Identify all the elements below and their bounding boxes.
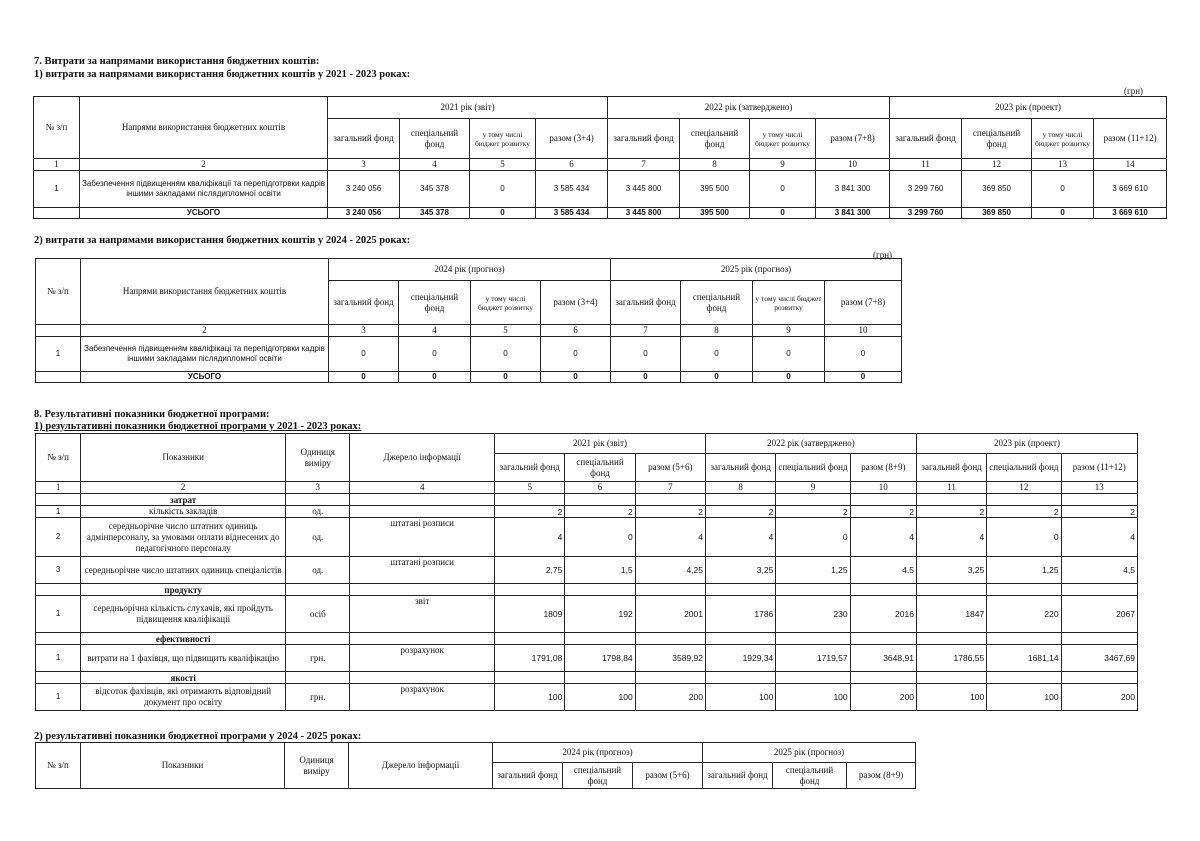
section-7-title: 7. Витрати за напрямами використання бюджетних коштів: — [34, 56, 320, 67]
column-number: 2 — [81, 482, 286, 494]
total-value: 0 — [825, 372, 902, 383]
subheader: загальний фонд — [703, 763, 773, 789]
column-number: 11 — [916, 482, 986, 494]
indicators-table-2021-2023 — [35, 433, 1138, 711]
header-no: № з/п — [36, 743, 81, 789]
cell-value: 0 — [753, 337, 825, 372]
cell-value: 1681,14 — [987, 645, 1061, 672]
total-value: 3 299 760 — [890, 208, 962, 219]
subheader: разом (3+4) — [536, 119, 608, 159]
section-8-2-title: 2) результативні показники бюджетної програми у 2024 - 2025 роках: — [34, 731, 362, 742]
column-numbers-row — [34, 159, 1167, 171]
column-number: 6 — [541, 325, 611, 337]
subheader: спеціальний фонд — [400, 119, 470, 159]
cell-value: 100 — [987, 684, 1061, 711]
year-header: 2022 рік (затверджено) — [608, 97, 890, 119]
subheader: загальний фонд — [329, 281, 399, 325]
source: штатані розписи — [350, 557, 495, 584]
table-row — [36, 518, 1138, 557]
header-directions: Напрями використання бюджетних коштів — [80, 97, 328, 159]
subheader: у тому числі бюджет розвитку — [1032, 119, 1094, 159]
group-title: продукту — [81, 584, 286, 596]
cell-value: 0 — [399, 337, 471, 372]
group-title: затрат — [81, 494, 286, 506]
cell-value: 0 — [565, 518, 635, 557]
cell-value: 3 841 300 — [816, 171, 890, 208]
cell-value: 2 — [776, 506, 850, 518]
cell-value: 3 445 800 — [608, 171, 680, 208]
cell-value: 1791,08 — [495, 645, 565, 672]
cell-value: 2 — [565, 506, 635, 518]
total-value: 0 — [611, 372, 681, 383]
cell-value: 2 — [705, 506, 775, 518]
subheader: разом (11+12) — [1061, 454, 1137, 482]
column-number: 13 — [1032, 159, 1094, 171]
column-number: 14 — [1094, 159, 1167, 171]
cell-value: 2 — [635, 506, 705, 518]
row-name: Забезпечення підвищенням кваліфікації та перепідготрвки кадрів іншими закладами післядипломної освіти — [80, 171, 328, 208]
column-number: 12 — [962, 159, 1032, 171]
column-number: 4 — [400, 159, 470, 171]
year-header: 2024 рік (прогноз) — [329, 259, 611, 281]
row-number: 2 — [36, 518, 81, 557]
unit: грн. — [286, 645, 350, 672]
cell-value: 2 — [850, 506, 916, 518]
cell-value: 0 — [750, 171, 816, 208]
indicator-name: відсоток фахівців, які отримають відповідний документ про освіту — [81, 684, 286, 711]
subheader: загальний фонд — [328, 119, 400, 159]
column-numbers-row — [36, 325, 902, 337]
cell-value: 4 — [916, 518, 986, 557]
cell-value: 1719,57 — [776, 645, 850, 672]
cell-value: 3 585 434 — [536, 171, 608, 208]
group-header-row — [36, 672, 1138, 684]
total-value: 0 — [471, 372, 541, 383]
cell-value: 4,5 — [1061, 557, 1137, 584]
section-7-1-title: 1) витрати за напрямами використання бюджетних коштів у 2021 - 2023 роках: — [34, 69, 411, 80]
indicator-name: витрати на 1 фахівця, що підвищить кваліфікацію — [81, 645, 286, 672]
expenses-table-2024-2025 — [35, 258, 902, 383]
column-number: 10 — [816, 159, 890, 171]
column-number: 10 — [825, 325, 902, 337]
total-value: 345 378 — [400, 208, 470, 219]
total-label: УСЬОГО — [80, 208, 328, 219]
cell-value: 2001 — [635, 596, 705, 633]
year-header: 2021 рік (звіт) — [495, 434, 706, 454]
header-no: № з/п — [36, 259, 81, 325]
column-number: 2 — [80, 159, 328, 171]
table-row — [36, 506, 1138, 518]
cell-value: 4 — [1061, 518, 1137, 557]
column-number: 3 — [329, 325, 399, 337]
expenses-table-2021-2023 — [33, 96, 1167, 219]
indicator-name: середньорічне число штатних одиниць адмінперсоналу, за умовами оплати віднесених до педагогічного персоналу — [81, 518, 286, 557]
currency-unit-label: (грн) — [873, 250, 893, 260]
group-header-row — [36, 584, 1138, 596]
column-number: 7 — [611, 325, 681, 337]
column-number: 5 — [470, 159, 536, 171]
row-number: 1 — [34, 171, 80, 208]
column-number: 9 — [776, 482, 850, 494]
year-header: 2023 рік (проект) — [890, 97, 1167, 119]
cell-value: 4 — [635, 518, 705, 557]
total-value: 0 — [753, 372, 825, 383]
cell-value: 1,25 — [776, 557, 850, 584]
column-number: 3 — [286, 482, 350, 494]
cell-value: 4 — [495, 518, 565, 557]
cell-value: 1786,55 — [916, 645, 986, 672]
total-value: 369 850 — [962, 208, 1032, 219]
subheader: спеціальний фонд — [563, 763, 633, 789]
cell-value: 0 — [1032, 171, 1094, 208]
unit: од. — [286, 518, 350, 557]
year-header: 2023 рік (проект) — [916, 434, 1137, 454]
cell-value: 0 — [611, 337, 681, 372]
header-source: Джерело інформації — [349, 743, 493, 789]
column-number: 10 — [850, 482, 916, 494]
source: звіт — [350, 596, 495, 633]
column-number: 7 — [635, 482, 705, 494]
subheader: разом (3+4) — [541, 281, 611, 325]
cell-value: 3,25 — [916, 557, 986, 584]
total-value: 0 — [681, 372, 753, 383]
indicators-table-2024-2025 — [35, 742, 916, 789]
cell-value: 200 — [1061, 684, 1137, 711]
section-8-1-title: 1) результативні показники бюджетної програми у 2021 - 2023 роках: — [34, 421, 362, 432]
subheader: у тому числі бюджет розвитку — [470, 119, 536, 159]
currency-unit-label: (грн) — [1124, 86, 1144, 96]
subheader: спеціальний фонд — [962, 119, 1032, 159]
cell-value: 1,5 — [565, 557, 635, 584]
cell-value: 0 — [776, 518, 850, 557]
total-value: 3 445 800 — [608, 208, 680, 219]
cell-value: 1,25 — [987, 557, 1061, 584]
year-header: 2024 рік (прогноз) — [493, 743, 703, 763]
column-numbers-row — [36, 482, 1138, 494]
subheader: загальний фонд — [916, 454, 986, 482]
subheader: спеціальний фонд — [565, 454, 635, 482]
cell-value: 2067 — [1061, 596, 1137, 633]
subheader: разом (5+6) — [633, 763, 703, 789]
subheader: загальний фонд — [705, 454, 775, 482]
total-value: 3 240 056 — [328, 208, 400, 219]
unit: од. — [286, 557, 350, 584]
column-number: 7 — [608, 159, 680, 171]
cell-value: 2,75 — [495, 557, 565, 584]
total-value: 0 — [329, 372, 399, 383]
column-number: 8 — [705, 482, 775, 494]
indicator-name: середньорічне число штатних одиниць спеціалістів — [81, 557, 286, 584]
year-header: 2025 рік (прогноз) — [703, 743, 916, 763]
cell-value: 100 — [565, 684, 635, 711]
cell-value: 220 — [987, 596, 1061, 633]
subheader: спеціальний фонд — [680, 119, 750, 159]
cell-value: 3 669 610 — [1094, 171, 1167, 208]
year-header: 2025 рік (прогноз) — [611, 259, 902, 281]
column-number: 2 — [81, 325, 329, 337]
total-value: 0 — [399, 372, 471, 383]
cell-value: 2 — [495, 506, 565, 518]
subheader: загальний фонд — [890, 119, 962, 159]
header-no: № з/п — [36, 434, 81, 482]
column-number: 1 — [36, 482, 81, 494]
group-title: ефективності — [81, 633, 286, 645]
cell-value: 2016 — [850, 596, 916, 633]
unit: од. — [286, 506, 350, 518]
cell-value: 3467,69 — [1061, 645, 1137, 672]
column-number: 4 — [350, 482, 495, 494]
cell-value: 1786 — [705, 596, 775, 633]
cell-value: 0 — [471, 337, 541, 372]
cell-value: 3 299 760 — [890, 171, 962, 208]
cell-value: 100 — [916, 684, 986, 711]
cell-value: 395 500 — [680, 171, 750, 208]
row-number: 1 — [36, 684, 81, 711]
subheader: у тому числі бюджет розвитку — [750, 119, 816, 159]
row-number: 3 — [36, 557, 81, 584]
subheader: разом (8+9) — [847, 763, 916, 789]
cell-value: 1809 — [495, 596, 565, 633]
subheader: у тому числі бюджет розвитку — [471, 281, 541, 325]
source: розрахунок — [350, 645, 495, 672]
cell-value: 0 — [329, 337, 399, 372]
subheader: спеціальний фонд — [987, 454, 1061, 482]
total-value: 395 500 — [680, 208, 750, 219]
total-row — [36, 372, 902, 383]
column-number: 6 — [565, 482, 635, 494]
header-directions: Напрями використання бюджетних коштів — [81, 259, 329, 325]
year-header: 2022 рік (затверджено) — [705, 434, 916, 454]
total-value: 3 841 300 — [816, 208, 890, 219]
table-row — [36, 557, 1138, 584]
section-7-2-title: 2) витрати за напрямами використання бюджетних коштів у 2024 - 2025 роках: — [34, 235, 411, 246]
column-number: 1 — [34, 159, 80, 171]
cell-value: 230 — [776, 596, 850, 633]
cell-value: 0 — [470, 171, 536, 208]
subheader: спеціальний фонд — [681, 281, 753, 325]
column-number — [36, 325, 81, 337]
subheader: загальний фонд — [493, 763, 563, 789]
table-row — [34, 171, 1167, 208]
column-number: 8 — [680, 159, 750, 171]
subheader: разом (11+12) — [1094, 119, 1167, 159]
row-name: Забезпечення підвищенням кваліфікаці та перепідготрвки кадрів іншими закладами післядипломної освіти — [81, 337, 329, 372]
cell-value: 192 — [565, 596, 635, 633]
column-number: 8 — [681, 325, 753, 337]
source: розрахунок — [350, 684, 495, 711]
header-no: № з/п — [34, 97, 80, 159]
table-row — [36, 596, 1138, 633]
subheader: загальний фонд — [495, 454, 565, 482]
unit: грн. — [286, 684, 350, 711]
total-value: 0 — [750, 208, 816, 219]
header-indicators: Показники — [81, 743, 285, 789]
cell-value: 4,25 — [635, 557, 705, 584]
subheader: разом (5+6) — [635, 454, 705, 482]
column-number: 6 — [536, 159, 608, 171]
cell-value: 3 240 056 — [328, 171, 400, 208]
total-value: 0 — [470, 208, 536, 219]
cell-value: 0 — [681, 337, 753, 372]
cell-value: 0 — [541, 337, 611, 372]
subheader: спеціальний фонд — [776, 454, 850, 482]
cell-value: 2 — [987, 506, 1061, 518]
row-number: 1 — [36, 645, 81, 672]
cell-value: 2 — [1061, 506, 1137, 518]
column-number: 4 — [399, 325, 471, 337]
column-number: 9 — [750, 159, 816, 171]
total-value: 0 — [541, 372, 611, 383]
cell-value: 0 — [825, 337, 902, 372]
cell-value: 2 — [916, 506, 986, 518]
subheader: разом (7+8) — [816, 119, 890, 159]
cell-value: 100 — [776, 684, 850, 711]
row-number: 1 — [36, 506, 81, 518]
table-row — [36, 684, 1138, 711]
group-title: якості — [81, 672, 286, 684]
source — [350, 506, 495, 518]
cell-value: 100 — [495, 684, 565, 711]
cell-value: 100 — [705, 684, 775, 711]
column-number: 5 — [495, 482, 565, 494]
total-row — [34, 208, 1167, 219]
total-label: УСЬОГО — [81, 372, 329, 383]
cell-value: 1929,34 — [705, 645, 775, 672]
cell-value: 369 850 — [962, 171, 1032, 208]
header-unit: Одиниця виміру — [285, 743, 349, 789]
indicator-name: кількість закладів — [81, 506, 286, 518]
table-row — [36, 337, 902, 372]
year-header: 2021 рік (звіт) — [328, 97, 608, 119]
row-number: 1 — [36, 337, 81, 372]
subheader: спеціальний фонд — [773, 763, 847, 789]
cell-value: 4 — [850, 518, 916, 557]
subheader: разом (7+8) — [825, 281, 902, 325]
cell-value: 4.5 — [850, 557, 916, 584]
column-number: 5 — [471, 325, 541, 337]
header-indicators: Показники — [81, 434, 286, 482]
group-header-row — [36, 494, 1138, 506]
column-number: 12 — [987, 482, 1061, 494]
column-number: 13 — [1061, 482, 1137, 494]
row-number: 1 — [36, 596, 81, 633]
total-value: 0 — [1032, 208, 1094, 219]
cell-value: 3589,92 — [635, 645, 705, 672]
column-number: 9 — [753, 325, 825, 337]
total-value: 3 585 434 — [536, 208, 608, 219]
group-header-row — [36, 633, 1138, 645]
cell-value: 0 — [987, 518, 1061, 557]
column-number: 3 — [328, 159, 400, 171]
total-value: 3 669 610 — [1094, 208, 1167, 219]
header-unit: Одиниця виміру — [286, 434, 350, 482]
section-8-title: 8. Результативні показники бюджетної програми: — [34, 409, 270, 420]
subheader: разом (8+9) — [850, 454, 916, 482]
subheader: у тому числі бюджет розвитку — [753, 281, 825, 325]
cell-value: 200 — [850, 684, 916, 711]
cell-value: 4 — [705, 518, 775, 557]
cell-value: 200 — [635, 684, 705, 711]
cell-value: 3,25 — [705, 557, 775, 584]
unit: осіб — [286, 596, 350, 633]
cell-value: 1798,84 — [565, 645, 635, 672]
header-source: Джерело інформації — [350, 434, 495, 482]
subheader: спеціальний фонд — [399, 281, 471, 325]
subheader: загальний фонд — [608, 119, 680, 159]
cell-value: 1847 — [916, 596, 986, 633]
cell-value: 345 378 — [400, 171, 470, 208]
table-row — [36, 645, 1138, 672]
column-number: 11 — [890, 159, 962, 171]
source: штатані розписи — [350, 518, 495, 557]
subheader: загальний фонд — [611, 281, 681, 325]
cell-value: 3648,91 — [850, 645, 916, 672]
indicator-name: середньорічна кількість слухачів, які пройдуть підвищення кваліфікації — [81, 596, 286, 633]
